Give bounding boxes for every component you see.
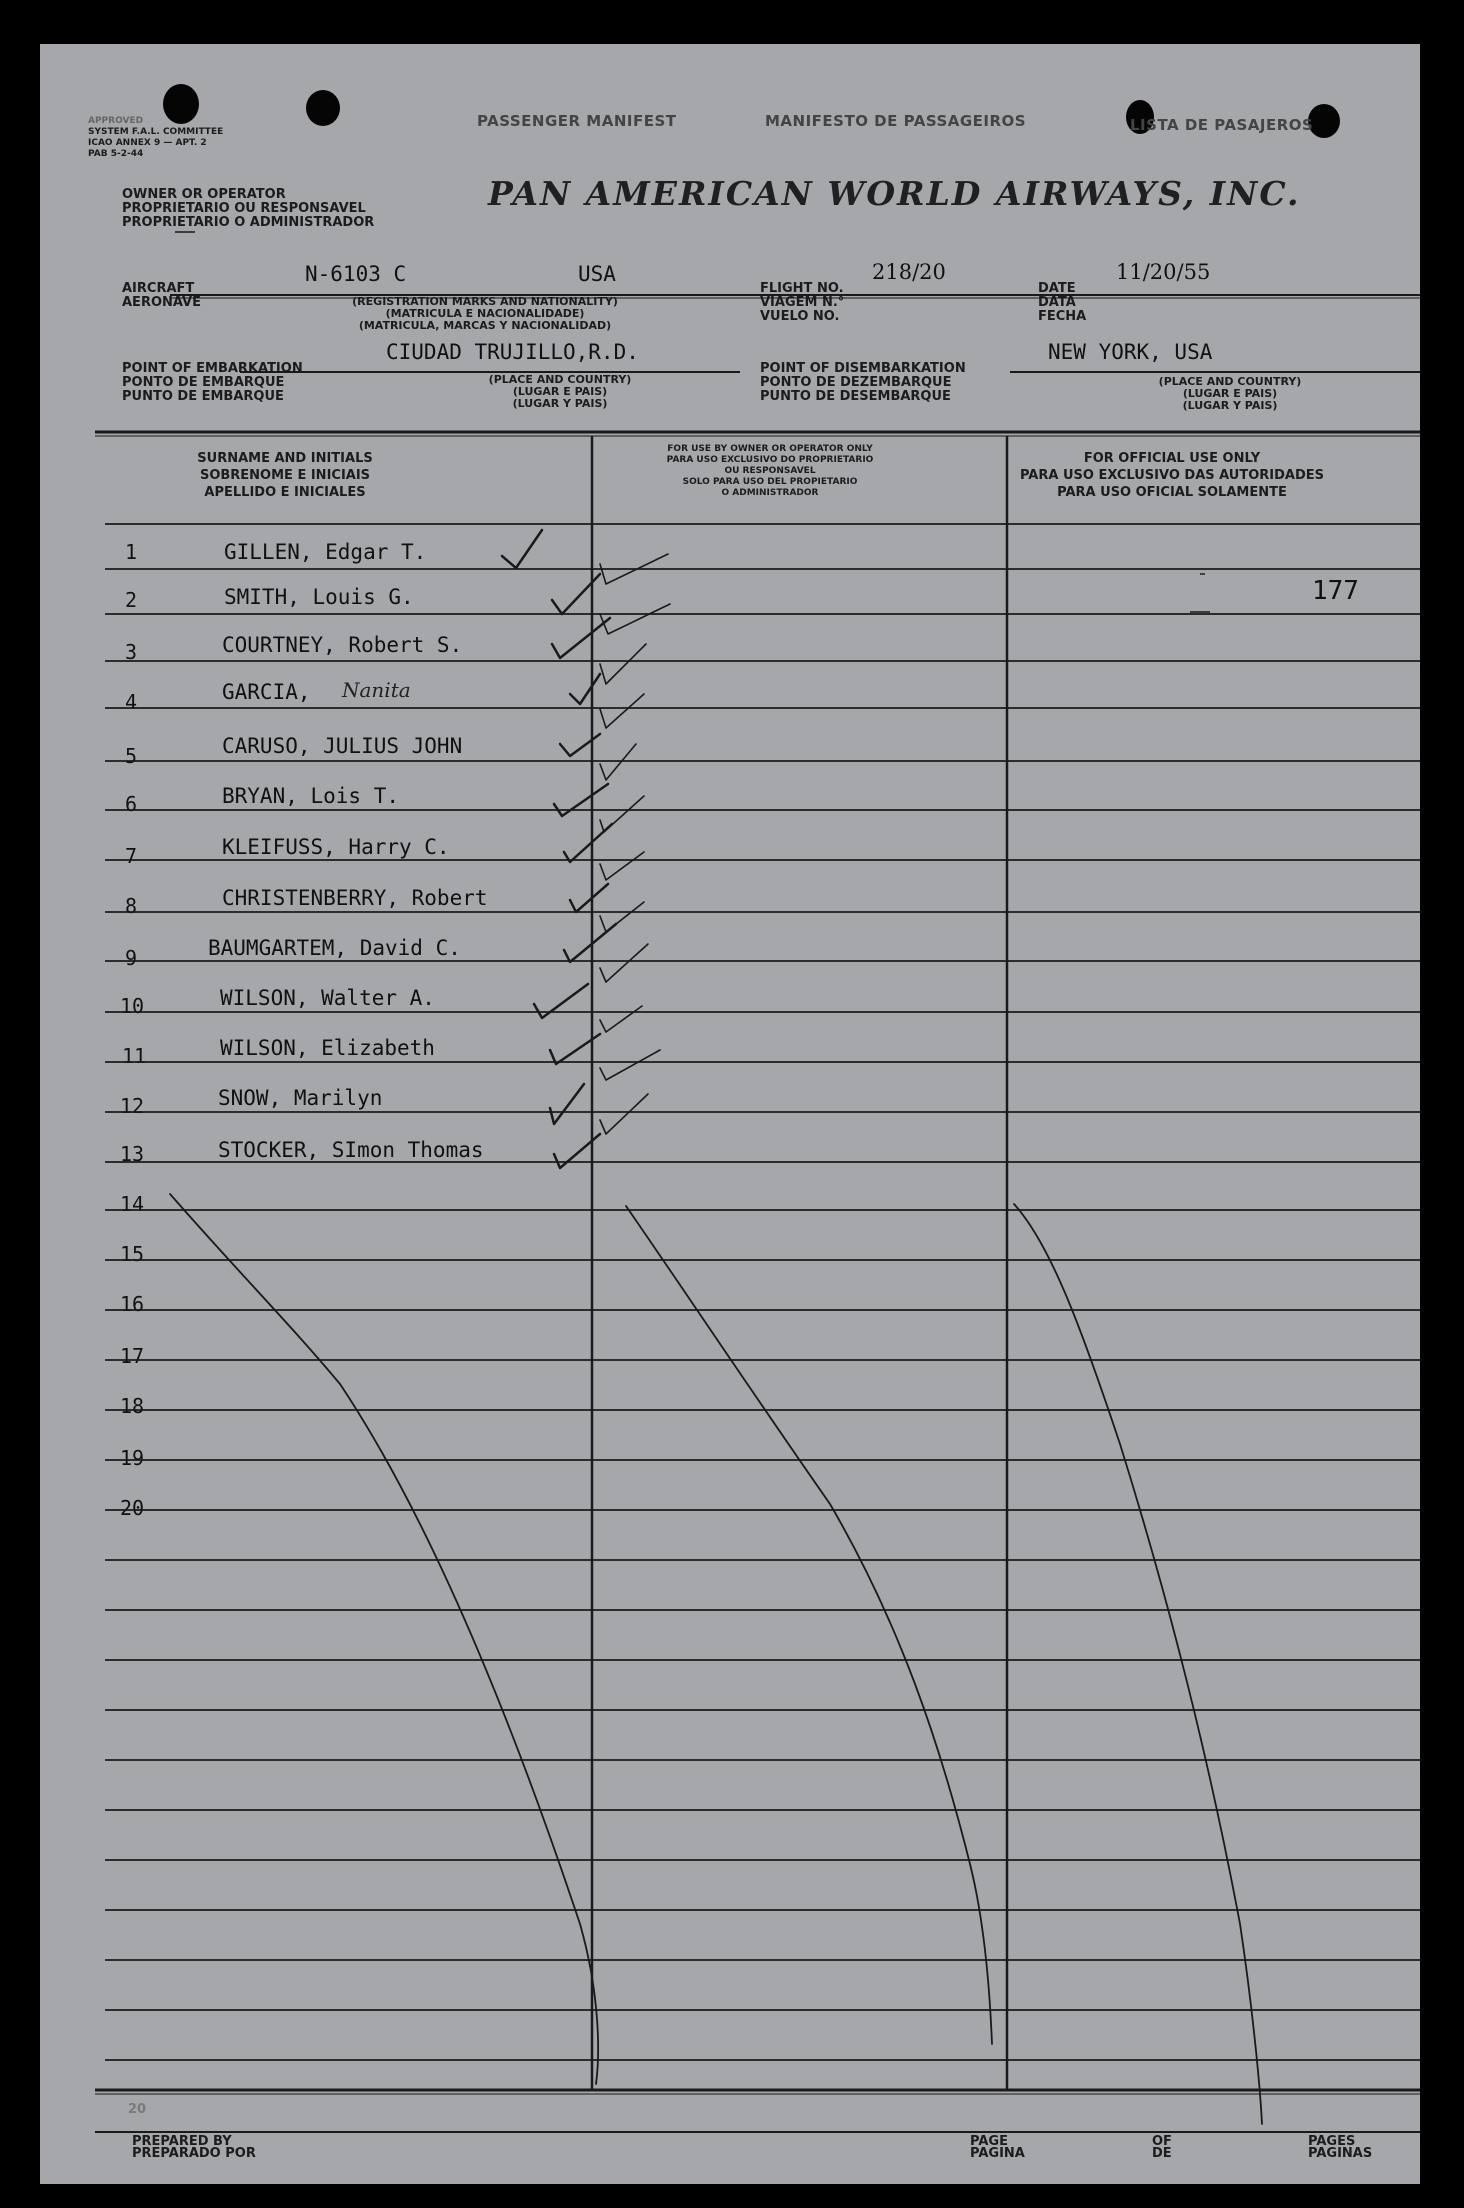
passenger-name: GARCIA, [222, 680, 311, 704]
check-mark-row-10 [534, 984, 588, 1018]
disembarkation-label-en: POINT OF DISEMBARKATION [760, 361, 966, 376]
embark-caption-es: (LUGAR Y PAIS) [512, 397, 608, 410]
names-header-es: APELLIDO E INICIALES [204, 485, 366, 500]
disembark-caption-en: (PLACE AND COUNTRY) [1158, 375, 1302, 388]
embarkation-label-es: PUNTO DE EMBARQUE [122, 389, 284, 404]
passenger-name: BRYAN, Lois T. [222, 784, 400, 808]
passenger-name: COURTNEY, Robert S. [222, 633, 463, 657]
strike-line-owner [626, 1206, 992, 2044]
row-number: 7 [125, 844, 138, 868]
pages-label-es: PAGINAS [1308, 2146, 1373, 2161]
flight-label-es: VUELO NO. [760, 309, 840, 324]
title-portuguese: MANIFESTO DE PASSAGEIROS [765, 112, 1027, 130]
passenger-name: STOCKER, SImon Thomas [218, 1138, 484, 1162]
disembark-caption-pt: (LUGAR E PAIS) [1182, 387, 1278, 400]
of-label-es: DE [1152, 2146, 1172, 2161]
embarkation-value: CIUDAD TRUJILLO,R.D. [386, 340, 639, 364]
check-mark-row-12 [550, 1084, 584, 1124]
owner-use-line-5: O ADMINISTRADOR [721, 488, 819, 498]
check-mark-row-8 [570, 884, 608, 912]
title-english: PASSENGER MANIFEST [477, 112, 677, 130]
passenger-name: SMITH, Louis G. [224, 585, 414, 609]
passenger-name: GILLEN, Edgar T. [224, 540, 427, 564]
row-number-empty: 19 [120, 1446, 145, 1470]
owner-use-line-3: OU RESPONSAVEL [724, 466, 816, 476]
prepared-by-es: PREPARADO POR [132, 2146, 256, 2161]
strike-line-names [170, 1194, 598, 2084]
embarkation-label-pt: PONTO DE EMBARQUE [122, 375, 285, 390]
faint-page-number: 20 [128, 2102, 147, 2117]
disembarkation-value: NEW YORK, USA [1048, 340, 1213, 364]
owner-label-pt: PROPRIETARIO OU RESPONSAVEL [122, 201, 366, 216]
row-number: 8 [125, 894, 138, 918]
row-number-empty: 15 [120, 1242, 145, 1266]
approval-line-3: ICAO ANNEX 9 — APT. 2 [88, 138, 207, 148]
row-number: 10 [120, 994, 145, 1018]
embark-caption-en: (PLACE AND COUNTRY) [488, 373, 632, 386]
row-number: 12 [120, 1094, 145, 1118]
passenger-name: KLEIFUSS, Harry C. [222, 835, 450, 859]
passenger-name: WILSON, Walter A. [220, 986, 435, 1010]
row-number: 1 [125, 540, 138, 564]
row-number: 4 [125, 690, 138, 714]
prepared-by-en: PREPARED BY [132, 2134, 232, 2149]
page-label-es: PAGINA [970, 2146, 1025, 2161]
check-mark-owner-9 [600, 944, 648, 982]
approval-line-1: APPROVED [88, 116, 144, 126]
row-number: 9 [125, 946, 138, 970]
check-mark-row-4 [570, 674, 600, 704]
row-number: 6 [125, 792, 138, 816]
passenger-name: SNOW, Marilyn [218, 1086, 383, 1110]
passenger-name: BAUMGARTEM, David C. [208, 936, 461, 960]
owner-use-line-4: SOLO PARA USO DEL PROPIETARIO [682, 477, 858, 487]
registration-caption-pt: (MATRICULA E NACIONALIDADE) [385, 307, 585, 320]
row-number-empty: 18 [120, 1394, 145, 1418]
title-spanish: LISTA DE PASAJEROS [1130, 116, 1314, 134]
disembarkation-label-es: PUNTO DE DESEMBARQUE [760, 389, 951, 404]
row-number: 2 [125, 588, 138, 612]
of-label-en: OF [1152, 2134, 1172, 2149]
airline-name: PAN AMERICAN WORLD AIRWAYS, INC. [488, 174, 1301, 213]
check-mark-owner-4 [600, 694, 644, 728]
flight-label-en: FLIGHT NO. [760, 281, 844, 296]
nationality-value: USA [578, 262, 616, 286]
names-header-pt: SOBRENOME E INICIAIS [199, 468, 371, 483]
row-number: 5 [125, 744, 138, 768]
registration-value: N-6103 C [305, 262, 407, 286]
row-number-empty: 16 [120, 1292, 145, 1316]
owner-use-line-2: PARA USO EXCLUSIVO DO PROPRIETARIO [666, 455, 874, 465]
check-mark-owner-10 [600, 1006, 642, 1032]
owner-label-es: PROPRIETARIO O ADMINISTRADOR [122, 215, 375, 230]
check-mark-row-5 [560, 734, 600, 756]
passenger-name: WILSON, Elizabeth [220, 1036, 435, 1060]
check-mark-owner-6 [600, 796, 644, 832]
check-mark-owner-12 [600, 1094, 648, 1134]
passenger-name: CARUSO, JULIUS JOHN [222, 734, 463, 758]
pages-label-en: PAGES [1308, 2134, 1356, 2149]
flight-number-value: 218/20 [872, 260, 946, 284]
check-mark-owner-5 [600, 744, 636, 780]
check-mark-owner-8 [600, 902, 644, 932]
check-mark-owner-7 [600, 852, 644, 880]
passenger-name: CHRISTENBERRY, Robert [222, 886, 488, 910]
official-header-en: FOR OFFICIAL USE ONLY [1083, 451, 1261, 466]
check-mark-row-3 [552, 618, 610, 658]
names-header-en: SURNAME AND INITIALS [197, 451, 373, 466]
row-number-empty: 17 [120, 1344, 145, 1368]
official-header-pt: PARA USO EXCLUSIVO DAS AUTORIDADES [1019, 468, 1325, 483]
row-number: 11 [122, 1044, 147, 1068]
embarkation-label-en: POINT OF EMBARKATION [122, 361, 303, 376]
aircraft-label-pt: AERONAVE [122, 295, 202, 310]
date-value: 11/20/55 [1116, 260, 1211, 284]
approval-line-4: PAB 5-2-44 [88, 149, 144, 159]
owner-label-en: OWNER OR OPERATOR [122, 187, 286, 202]
official-use-number: 177 [1312, 576, 1359, 606]
date-label-es: FECHA [1038, 309, 1087, 324]
manifest-page [40, 44, 1420, 2184]
strike-line-official [1014, 1204, 1262, 2124]
owner-use-line-1: FOR USE BY OWNER OR OPERATOR ONLY [667, 444, 873, 454]
row-number: 13 [120, 1142, 145, 1166]
registration-caption-en: (REGISTRATION MARKS AND NATIONALITY) [352, 295, 618, 308]
flight-label-pt: VIAGEM N.° [760, 295, 845, 310]
official-header-es: PARA USO OFICIAL SOLAMENTE [1057, 485, 1287, 500]
date-label-pt: DATA [1038, 295, 1076, 310]
registration-caption-es: (MATRICULA, MARCAS Y NACIONALIDAD) [358, 319, 612, 332]
page-label-en: PAGE [970, 2134, 1008, 2149]
disembarkation-label-pt: PONTO DE DEZEMBARQUE [760, 375, 952, 390]
date-label-en: DATE [1038, 281, 1076, 296]
form-rules-and-marks [40, 44, 1420, 2184]
handwritten-first-name: Nanita [342, 678, 411, 702]
check-mark-row-6 [554, 784, 608, 816]
embark-caption-pt: (LUGAR E PAIS) [512, 385, 608, 398]
approval-line-2: SYSTEM F.A.L. COMMITTEE [88, 127, 224, 137]
row-number-empty: 14 [120, 1192, 145, 1216]
check-mark-owner-11 [600, 1050, 660, 1080]
disembark-caption-es: (LUGAR Y PAIS) [1182, 399, 1278, 412]
row-number-empty: 20 [120, 1496, 145, 1520]
aircraft-label-en: AIRCRAFT [122, 281, 195, 296]
check-mark-owner-3 [600, 644, 646, 684]
row-number: 3 [125, 640, 138, 664]
check-mark-row-7 [564, 824, 612, 862]
check-mark-row-1 [502, 530, 542, 568]
